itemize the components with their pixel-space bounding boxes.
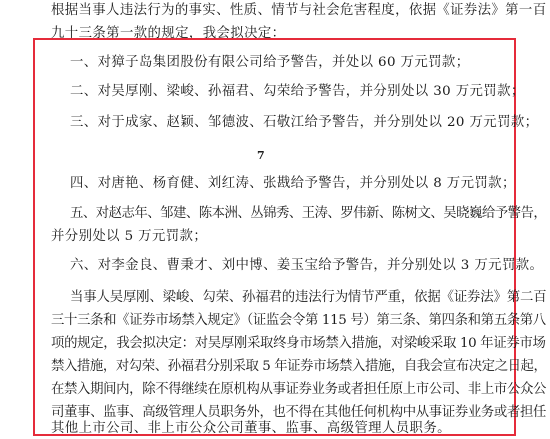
decision-item-5-cont: 并分别处以 5 万元罚款； xyxy=(51,229,208,244)
decision-item-6: 六、对李金良、曹秉才、刘中博、姜玉宝给予警告，并分别处以 3 万元罚款。 xyxy=(70,258,544,273)
page-number: 7 xyxy=(257,149,265,162)
market-ban-line-3: 项的规定，我会拟决定：对吴厚刚采取终身市场禁入措施，对梁峻采取 10 年证券市场 xyxy=(51,336,546,351)
decision-item-3: 三、对于成家、赵颖、邹德波、石敬江给予警告，并分别处以 20 万元罚款； xyxy=(70,115,539,130)
decision-item-4: 四、对唐艳、杨育健、刘红涛、张戡给予警告，并分别处以 8 万元罚款； xyxy=(70,176,516,191)
decision-item-1: 一、对獐子岛集团股份有限公司给予警告，并处以 60 万元罚款； xyxy=(70,55,470,70)
intro-line-2: 九十三条第一款的规定，我会拟决定： xyxy=(51,26,286,41)
market-ban-line-5: 在禁入期间内，除不得继续在原机构从事证券业务或者担任原上市公司、非上市公众公 xyxy=(51,382,547,397)
market-ban-line-6: 司董事、监事、高级管理人员职务外，也不得在其他任何机构中从事证券业务或者担任 xyxy=(51,405,547,420)
decision-item-2: 二、对吴厚刚、梁峻、孙福君、勾荣给予警告，并分别处以 30 万元罚款； xyxy=(70,84,525,99)
market-ban-line-2: 三十三条和《证券市场禁入规定》（证监会令第 115 号）第三条、第四条和第五条第八 xyxy=(51,313,546,328)
market-ban-line-7: 其他上市公司、非上市公众公司董事、监事、高级管理人员职务。 xyxy=(51,421,451,436)
decision-item-5: 五、对赵志年、邹建、陈本洲、丛锦秀、王涛、罗伟新、陈树文、吴晓巍给予警告， xyxy=(70,206,547,221)
market-ban-line-4: 禁入措施，对勾荣、孙福君分别采取 5 年证券市场禁入措施，自我会宣布决定之日起， xyxy=(51,359,547,374)
market-ban-line-1: 当事人吴厚刚、梁峻、勾荣、孙福君的违法行为情节严重，依据《证券法》第二百 xyxy=(70,290,547,305)
intro-line-1: 根据当事人违法行为的事实、性质、情节与社会危害程度，依据《证券法》第一百 xyxy=(51,3,547,18)
